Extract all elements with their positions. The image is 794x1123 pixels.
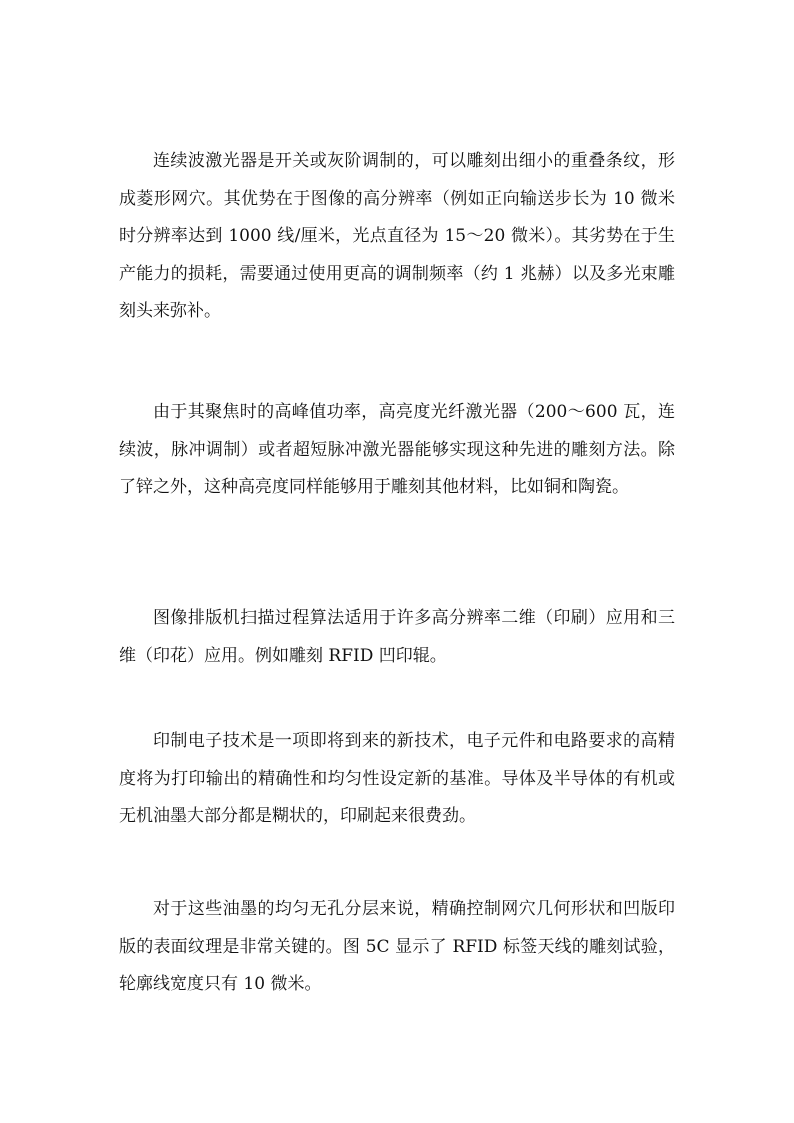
paragraph-printed-electronics: 印制电子技术是一项即将到来的新技术，电子元件和电路要求的高精度将为打印输出的精确性和均匀性设定新的基准。导体及半导体的有机或无机油墨大部分都是糊状的，印刷起来很费劲。 xyxy=(119,731,675,826)
paragraph-rfid-engraving: 对于这些油墨的均匀无孔分层来说，精确控制网穴几何形状和凹版印版的表面纹理是非常关键的。图 5C 显示了 RFID 标签天线的雕刻试验，轮廓线宽度只有 10 微米。 xyxy=(119,899,675,994)
paragraph-cw-laser: 连续波激光器是开关或灰阶调制的，可以雕刻出细小的重叠条纹，形成菱形网穴。其优势在于图像的高分辨率（例如正向输送步长为 10 微米时分辨率达到 1000 线/厘米，光点直径为 15～20 微米）。其劣势在于生产能力的损耗，需要通过使用更高的调制频率（约 1 兆赫）以及多光束雕刻头来弥补。 xyxy=(119,151,675,321)
paragraph-fiber-laser: 由于其聚焦时的高峰值功率，高亮度光纤激光器（200～600 瓦，连续波，脉冲调制）或者超短脉冲激光器能够实现这种先进的雕刻方法。除了锌之外，这种高亮度同样能够用于雕刻其他材料，比如铜和陶瓷。 xyxy=(119,402,675,497)
paragraph-scan-algorithm: 图像排版机扫描过程算法适用于许多高分辨率二维（印刷）应用和三维（印花）应用。例如雕刻 RFID 凹印辊。 xyxy=(119,608,675,666)
